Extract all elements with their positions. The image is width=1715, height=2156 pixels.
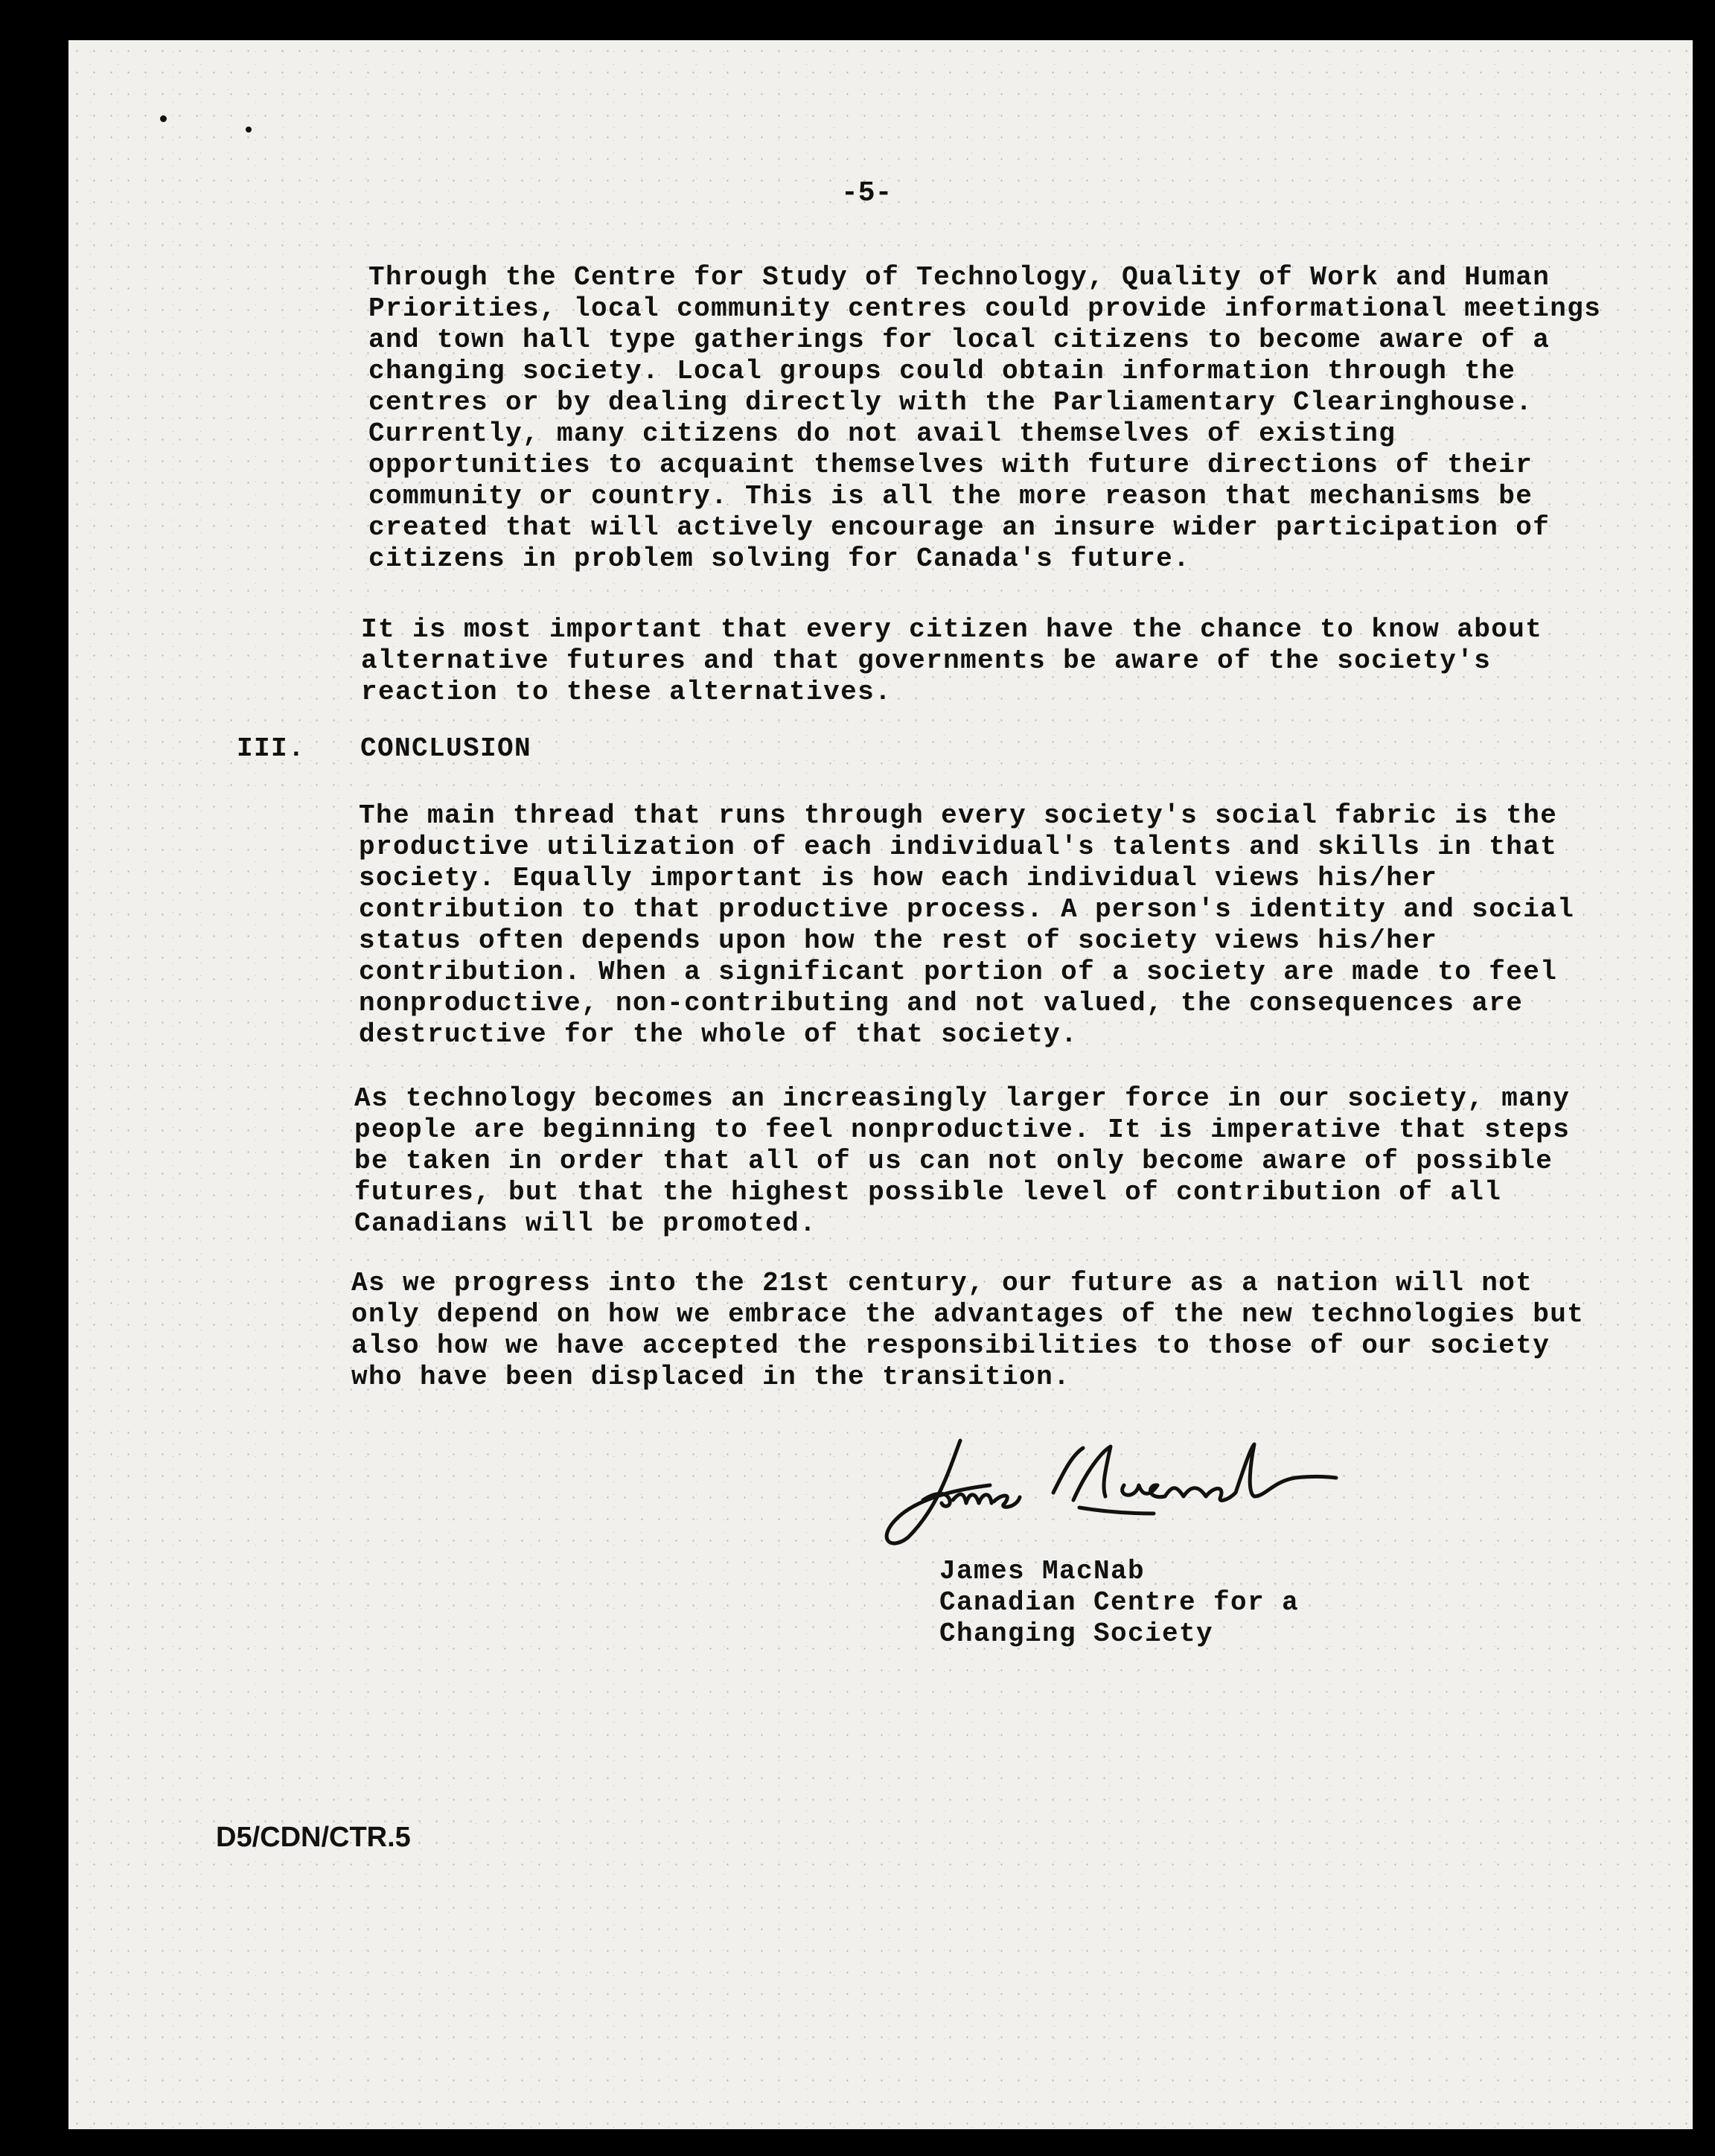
text-line: alternative futures and that governments be aware of the society's — [361, 645, 1492, 676]
text-line: As technology becomes an increasingly larger force in our society, many — [354, 1083, 1571, 1114]
text-line: only depend on how we embrace the advantages of the new technologies but — [351, 1299, 1585, 1330]
text-line: centres or by dealing directly with the Parliamentary Clearinghouse. — [368, 387, 1533, 418]
scan-speck — [246, 127, 252, 133]
text-line: productive utilization of each individual's talents and skills in that — [359, 832, 1558, 862]
text-line: society. Equally important is how each individual views his/her — [359, 863, 1438, 893]
signer-organization: Changing Society — [939, 1618, 1214, 1649]
text-line: The main thread that runs through every society's social fabric is the — [359, 800, 1558, 831]
text-line: opportunities to acquaint themselves with future directions of their — [368, 450, 1533, 480]
paragraph-1 — [368, 262, 1601, 575]
text-line: created that will actively encourage an insure wider participation of — [368, 512, 1550, 543]
text-line: status often depends upon how the rest of society views his/her — [359, 925, 1438, 956]
text-line: be taken in order that all of us can not only become aware of possible — [354, 1146, 1553, 1176]
text-line: Canadians will be promoted. — [354, 1208, 817, 1239]
text-line: destructive for the whole of that society. — [359, 1019, 1079, 1050]
section-heading — [360, 733, 531, 765]
text-line: futures, but that the highest possible level of contribution of all — [354, 1177, 1502, 1208]
text-line: changing society. Local groups could obtain information through the — [368, 356, 1516, 386]
signer-organization: Canadian Centre for a — [939, 1587, 1300, 1618]
text-line: Priorities, local community centres could provide informational meetings — [368, 293, 1602, 324]
text-line: reaction to these alternatives. — [361, 677, 892, 707]
text-line: contribution to that productive process. A person's identity and social — [359, 894, 1575, 925]
signature-block — [939, 1556, 1299, 1650]
text-line: Currently, many citizens do not avail themselves of existing — [368, 418, 1396, 449]
text-line: and town hall type gatherings for local citizens to become aware of a — [368, 325, 1550, 355]
text-line: citizens in problem solving for Canada's future. — [368, 543, 1191, 574]
signer-name: James MacNab — [939, 1556, 1146, 1586]
paragraph-4 — [354, 1083, 1570, 1240]
text-line: It is most important that every citizen have the chance to know about — [361, 614, 1543, 645]
paragraph-3 — [359, 800, 1574, 1050]
section-number — [237, 733, 305, 765]
text-line: As we progress into the 21st century, our future as a nation will not — [351, 1268, 1533, 1298]
section-number-text: III. — [237, 733, 306, 764]
text-line: contribution. When a significant portion of a society are made to feel — [359, 957, 1558, 987]
text-line: community or country. This is all the more reason that mechanisms be — [368, 481, 1533, 511]
paragraph-2 — [361, 614, 1542, 708]
text-line: also how we have accepted the responsibilities to those of our society — [351, 1330, 1550, 1361]
text-line: nonproductive, non-contributing and not valued, the consequences are — [359, 988, 1524, 1018]
document-reference: D5/CDN/CTR.5 — [216, 1822, 411, 1853]
scan-speck — [160, 115, 167, 122]
text-line: who have been displaced in the transition. — [351, 1362, 1071, 1392]
handwritten-signature — [878, 1426, 1340, 1552]
page-number: -5- — [841, 177, 892, 209]
text-line: people are beginning to feel nonproductive. It is imperative that steps — [354, 1114, 1571, 1145]
paragraph-5 — [351, 1268, 1584, 1393]
text-line: Through the Centre for Study of Technology, Quality of Work and Human — [368, 262, 1550, 293]
section-heading-text: CONCLUSION — [360, 733, 532, 764]
